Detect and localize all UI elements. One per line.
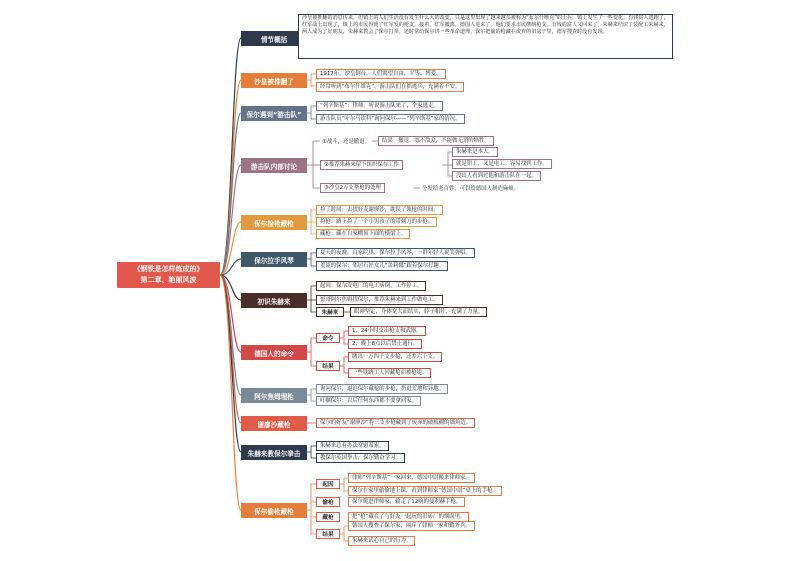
branch-plot-summary[interactable]: 情节概括 (241, 31, 307, 46)
root-topic[interactable] (117, 262, 220, 288)
discussion-question-2: ②推荐朱赫来留下组织保存工作 (320, 160, 403, 170)
cause-label: 起因 (316, 479, 340, 489)
leaf-text: 捡了时间：去找好友谢廖沙，耽误了领枪的时间。 (316, 205, 443, 215)
steal-label: 偷枪 (316, 497, 340, 507)
leaf-text: 朱赫来试心自己的行为。 (348, 536, 415, 546)
leaf-text: 把“枪”藏在了与好友一起玩的旧砖厂的烟囱里。 (348, 512, 469, 522)
leaf-text: 缴出一万四千支步枪，还差六千支。 (348, 352, 442, 362)
leaf-text: 游击队员“叶尔马钦科”询问保尔——“列辛斯基”家的情况。 (316, 114, 465, 124)
leaf-text: 律师“列辛斯基”一家回来，德国中尉搬来律师家。 (348, 473, 475, 483)
root-subtitle: 第二章、艳丽风波 (140, 276, 197, 284)
leaf-text: 1917年，沙皇倒台。人们渴望自由、平等、博爱。 (316, 69, 446, 79)
discussion-question-3: ③沙皇2万支帮枪的处理 (320, 183, 385, 193)
leaf-text: 就是钳工，又是电工。容易找到工作。 (452, 159, 552, 169)
leaf-text: 朱赫来是本人。 (452, 147, 498, 157)
branch-seryozha-hides-guns[interactable]: 谢廖沙藏枪 (241, 416, 307, 431)
branch-tsar-overthrown[interactable]: 沙皇被推翻了 (241, 73, 307, 88)
leaf-text: 1、24小时交出枪支和武器。 (348, 326, 426, 336)
leaf-text: 结果：撤退。寡不敌众，不能做无谓的牺牲。 (378, 136, 494, 146)
plot-summary-text: 沙皇被推翻的消息传来，但镇上的人们生活没有发生什么大的改变，只是这里出现了越来越多被称为“布尔什维克”的士兵，镇上发生了一些变化，有钱富人逃跑了，红军战士出现了，镇上的市民得到了红军发的枪支。接着，红军撤离，德国人进来了。他们要求市民缴纳枪支。有钱的富人又回来了。朱赫来结识了装配工朱赫来，两人成为了好朋友，朱赫来教会了保尔打拳，还时常给保尔讲一些革命道理。保尔把偷的枪藏在废弃的旧房子里，德军搜查时没有发现。 (298, 14, 673, 59)
branch-meets-guerrillas[interactable]: 保尔遇到“游击队” (241, 106, 307, 121)
branch-meet-zhukhrai[interactable]: 初识朱赫来 (241, 293, 307, 308)
hide-label: 藏枪 (316, 512, 340, 522)
leaf-text: 没出人看到过他和游击队在一起。 (452, 171, 541, 181)
zhukhrai-label: 朱赫来 (316, 307, 344, 317)
branch-guerrilla-discussion[interactable]: 游击队内部讨论 (241, 158, 307, 173)
leaf-text: 教保尔英国拳击，保尔勤奋学习。 (316, 453, 405, 463)
leaf-text: 朱赫来总有办法宽慰希索。 (316, 441, 389, 451)
leaf-text: 哥哥阿尔焦姆找保尔，推荐朱赫来到工作做电工。 (316, 295, 443, 305)
leaf-text: 2、晚上8点以后禁止通行。 (348, 339, 422, 349)
leaf-text: 羞涩的保尔：邻居石匠女儿“盖莉娜”跟着保尔打趣。 (316, 261, 448, 271)
leaf-text: 分发给老百姓，可以给德国人制造麻烦。 (422, 186, 520, 192)
branch-german-orders[interactable]: 德国人的命令 (241, 345, 307, 360)
leaf-text: 询问保尔，逼迫保尔藏枪的步枪，扔进荒地和异地。 (316, 384, 448, 394)
leaf-text: 保尔爬进律师家，偷走了12响的曼利赫手枪。 (348, 497, 465, 507)
branch-accordion[interactable]: 保尔拉手风琴 (241, 252, 307, 267)
result-label: 结果 (316, 361, 340, 371)
branch-artyom-buries-gun[interactable]: 阿尔焦姆埋枪 (241, 388, 307, 403)
root-title: 《钢铁是怎样炼成的》 (133, 265, 204, 273)
leaf-text: 夏天的夜晚，自家院里，保尔拉手风琴，一群年轻人说笑弹唱。 (316, 248, 475, 258)
branch-pick-up-gun[interactable]: 保尔捡枪藏枪 (241, 215, 307, 230)
leaf-text: 保尔的好友“谢廖沙”将三支步枪藏到了废弃的破板棚的墙角边。 (316, 418, 475, 428)
discussion-question-1: ①战斗，还是撤退。 (322, 139, 370, 145)
leaf-text: 叮嘱保尔：以后任何东西都不要拿回家。 (316, 396, 421, 406)
leaf-text: 捡枪：路上捡了一个小男孩子的带刺刀的步枪。 (316, 217, 437, 227)
leaf-text: 眼神坚定，身体宽大而结实，脖子粗壮，充满了力量。 (350, 307, 487, 317)
leaf-text: 一些铁路工人因藏枪而被枪毙。 (348, 368, 431, 378)
branch-boxing-lesson[interactable]: 朱赫来教保尔拳击 (241, 445, 307, 460)
orders-label: 命令 (316, 333, 340, 343)
leaf-text: 藏枪：藏在自家棚顶下面的横梁上。 (316, 229, 410, 239)
leaf-text: 起因：保尔发电厂的电工病倒，工作停工。 (316, 281, 426, 291)
result-label: 结果 (316, 529, 340, 539)
leaf-text: 德国人搜查了保尔家，闹斥了律师一家和勤务兵。 (348, 521, 475, 531)
leaf-text: 经常听到“布尔什维克”，游击队们在抓逃兵，充满着不安。 (316, 82, 464, 92)
leaf-text: 保尔在家里偷偷地上课，看到律师家“德国中尉”桌上的手枪。 (348, 486, 502, 496)
branch-steal-gun[interactable]: 保尔偷枪藏枪 (241, 503, 307, 518)
leaf-text: “列辛斯基”：律师。听说游击队来了，全家逃走。 (316, 101, 443, 111)
